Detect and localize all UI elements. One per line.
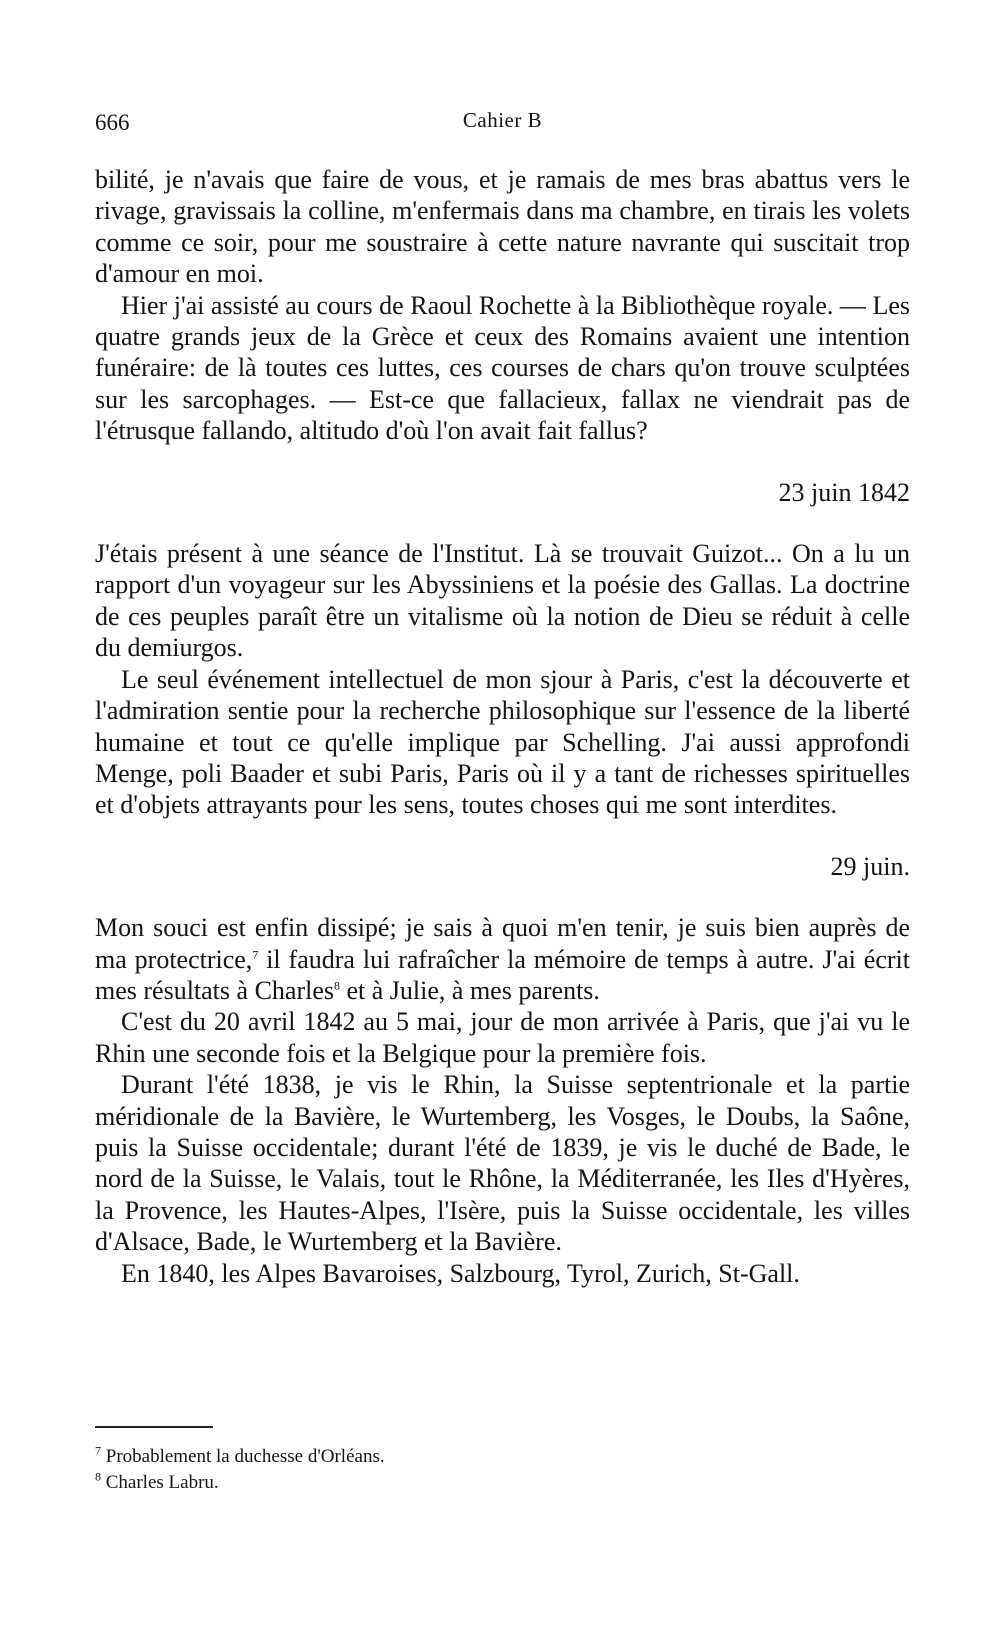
footnote-text-7: Probablement la duchesse d'Orléans. [101,1446,385,1467]
footnote-marker-7: 7 [95,1443,101,1458]
page-header [95,104,910,144]
footnote-ref-8: 8 [334,978,340,993]
paragraph-raoul-rochette: Hier j'ai assisté au cours de Raoul Rochette à la Bibliothèque royale. — Les quatre grands jeux de la Grèce et ceux des Romains avaient une intention funéraire: de là toutes ces luttes, ces courses de chars qu'on trouve sculptées sur les sarcophages. — Est-ce que fallacieux, fallax ne viendrait pas de l'étrusque fallando, altitudo d'où l'on avait fait fallus? [95,290,910,446]
paragraph-souci-part-a: Mon souci est enfin dissipé; je sais à quoi m'en tenir, je suis bien auprès de ma protectrice, [95,913,910,974]
footnote-separator [95,1426,213,1428]
paragraph-continued: bilité, je n'avais que faire de vous, et je ramais de mes bras abattus vers le rivage, gravissais la colline, m'enfermais dans ma chambre, en tirais les volets comme ce soir, pour me soustraire à cette nature navrante qui suscitait trop d'amour en moi. [95,165,910,289]
paragraph-institut: J'étais présent à une séance de l'Institut. Là se trouvait Guizot... On a lu un rapport d'un voyageur sur les Abyssiniens et la poésie des Gallas. La doctrine de ces peuples paraît être un vitalisme où la notion de Dieu se réduit à celle du demiurgos. [95,539,910,663]
footnote-text-8: Charles Labru. [101,1472,219,1493]
footnote-ref-7: 7 [252,946,259,961]
paragraph-souci-part-c: et à Julie, à mes parents. [340,975,600,1005]
paragraph-souci [95,912,910,1006]
running-title: Cahier B [462,108,543,132]
body-text [95,164,910,1289]
paragraph-schelling: Le seul événement intellectuel de mon sjour à Paris, c'est la découverte et l'admiration sentie pour la recherche philosophique sur l'essence de la liberté humaine et tout ce qu'elle implique par Schelling. J'ai aussi approfondi Menge, poli Baader et subi Paris, Paris où il y a tant de richesses spirituelles et d'objets attrayants pour les sens, toutes choses qui me sont interdites. [95,664,910,820]
entry-date-29-juin: 29 juin. [830,851,910,881]
paragraph-souci-part-b: il faudra lui rafraîcher la mémoire de temps à autre. J'ai écrit mes résultats à Charles [95,944,910,1005]
footnotes [95,1444,910,1496]
paragraph-1840: En 1840, les Alpes Bavaroises, Salzbourg, Tyrol, Zurich, St-Gall. [121,1258,800,1288]
paragraph-rhin-1842: C'est du 20 avril 1842 au 5 mai, jour de mon arrivée à Paris, que j'ai vu le Rhin une seconde fois et la Belgique pour la première fois. [95,1007,910,1068]
paragraph-ete-1838: Durant l'été 1838, je vis le Rhin, la Suisse septentrionale et la partie méridionale de la Bavière, le Wurtemberg, les Vosges, le Doubs, la Saône, puis la Suisse occidentale; durant l'été de 1839, je vis le duché de Bade, le nord de la Suisse, le Valais, tout le Rhône, la Méditerranée, les Iles d'Hyères, la Provence, les Hautes-Alpes, l'Isère, puis la Suisse occidentale, les villes d'Alsace, Bade, le Wurtemberg et la Bavière. [95,1070,910,1257]
page-number: 666 [95,110,130,135]
footnote-7 [95,1444,910,1470]
entry-date-23-juin: 23 juin 1842 [778,477,910,507]
footnote-8 [95,1470,910,1496]
footnote-marker-8: 8 [95,1469,101,1484]
